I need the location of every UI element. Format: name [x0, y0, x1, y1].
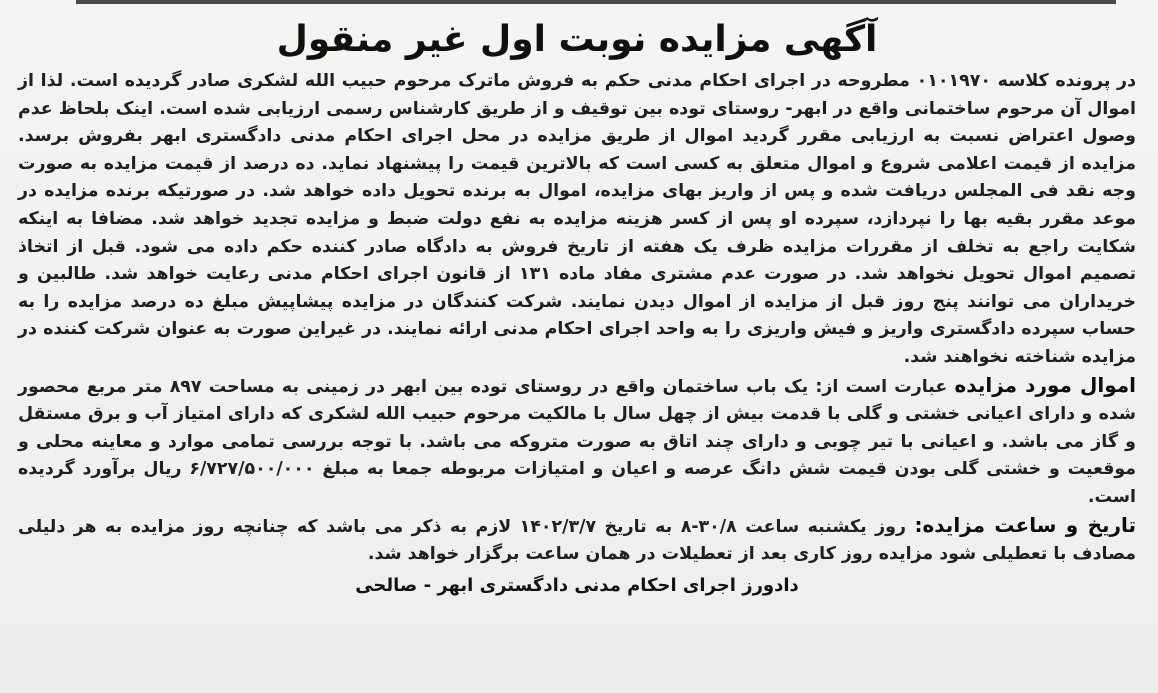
- property-text: عبارت است از: یک باب ساختمان واقع در روستای توده بین ابهر در زمینی به مساحت ۸۹۷ متر مربع محصور شده و دارای اعیانی خشتی و گلی با قدمت بیش از چهل سال با مالکیت مرحوم حبیب الله لشکری که دارای امتیاز آب و برق مستقل و گاز می باشد. و اعیانی با تیر چوبی و دارای چند اتاق به صورت متروکه می باشد. با توجه بررسی تمامی موارد و معاینه محلی و موقعیت و خشتی گلی بودن قیمت شش دانگ عرصه و اعیان و امتیازات مربوطه جمعا به مبلغ ۶/۷۲۷/۵۰۰/۰۰۰ ریال برآورد گردیده است.: [18, 376, 1137, 507]
- date-heading: تاریخ و ساعت مزایده:: [914, 512, 1137, 537]
- notice-title: آگهی مزایده نوبت اول غیر منقول: [276, 19, 878, 60]
- property-heading: اموال مورد مزایده: [954, 372, 1136, 397]
- property-paragraph: [18, 372, 1136, 512]
- signature-line: دادورز اجرای احکام مدنی دادگستری ابهر - صالحی: [355, 574, 799, 596]
- signature-block: [18, 571, 1136, 600]
- intro-paragraph: در پرونده کلاسه ۰۱۰۱۹۷۰ مطروحه در اجرای احکام مدنی حکم به فروش ماترک مرحوم حبیب الله لشکری صادر گردیده است. لذا از اموال آن مرحوم ساختمانی واقع در ابهر- روستای توده بین توقیف و از طریق کارشناس رسمی ارزیابی شده است. اینک بلحاظ عدم وصول اعتراض نسبت به ارزیابی مقرر گردید اموال از طریق مزایده در محل اجرای احکام مدنی دادگستری ابهر بفروش برسد. مزایده از قیمت اعلامی شروع و اموال متعلق به کسی است که بالاترین قیمت را پیشنهاد نماید. ده درصد از قیمت مزایده به صورت وجه نقد فی المجلس دریافت شده و پس از واریز بهای مزایده، اموال به برنده تحویل داده خواهد شد. در صورتیکه برنده مزایده در موعد مقرر بقیه بها را نپردازد، سپرده او پس از کسر هزینه مزایده به نفع دولت ضبط و مزایده تجدید خواهد شد. مضافا به اینکه شکایت راجع به تخلف از مقررات مزایده ظرف یک هفته از تاریخ فروش به دادگاه صادر کننده حکم داده می شود. قبل از اتخاذ تصمیم اموال تحویل نخواهد شد. در صورت عدم مشتری مفاد ماده ۱۳۱ از قانون اجرای احکام مدنی رعایت خواهد شد. طالبین و خریداران می توانند پنج روز قبل از مزایده از اموال دیدن نمایند. شرکت کنندگان در مزایده پیشاپیش مبلغ ده درصد مزایده را به حساب سپرده دادگستری واریز و فیش واریزی را به واحد اجرای احکام مدنی ارائه نمایند. در غیراین صورت به عنوان شرکت کننده در مزایده شناخته نخواهند شد.: [18, 71, 1136, 367]
- notice-body: [18, 68, 1136, 569]
- top-rule: [76, 0, 1116, 4]
- date-text: روز یکشنبه ساعت ۳۰/۸-۸ به تاریخ ۱۴۰۲/۳/۷ لازم به ذکر می باشد که چنانچه روز مزایده به هر دلیلی مصادف با تعطیلی شود مزایده روز کاری بعد از تعطیلات در همان ساعت برگزار خواهد شد.: [18, 516, 1136, 565]
- date-paragraph: [18, 512, 1136, 569]
